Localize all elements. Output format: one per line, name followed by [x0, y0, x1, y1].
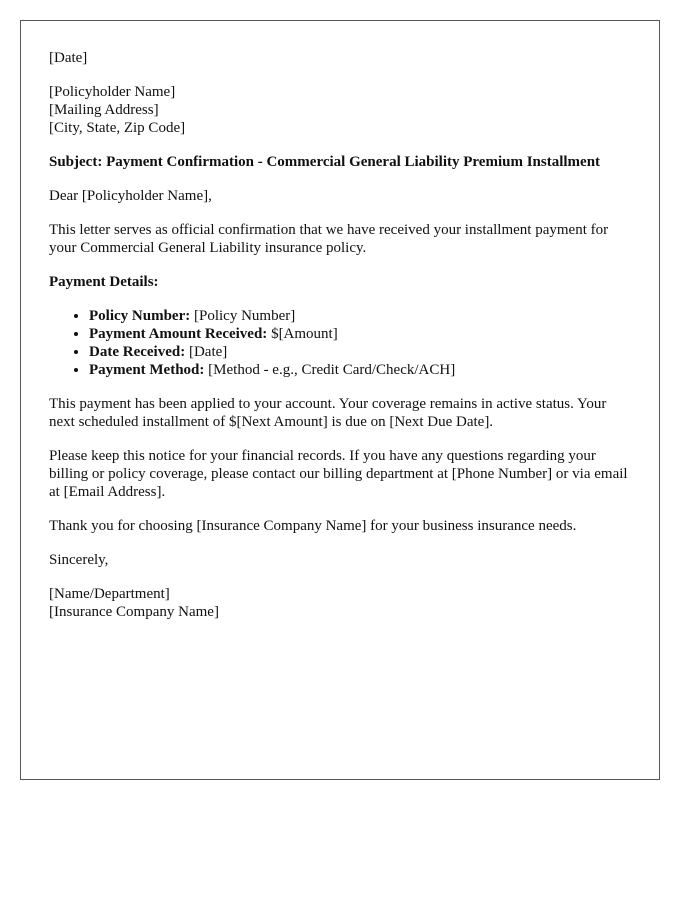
detail-label: Date Received: [89, 344, 186, 360]
thanks-paragraph: Thank you for choosing [Insurance Company Name] for your business insurance needs. [49, 518, 577, 534]
closing: Sincerely, [49, 552, 109, 568]
signature-company: [Insurance Company Name] [49, 604, 219, 620]
recipient-name: [Policyholder Name] [49, 84, 176, 100]
recipient-block [49, 83, 631, 137]
detail-value: [Policy Number] [190, 308, 296, 324]
recipient-city-state-zip: [City, State, Zip Code] [49, 120, 186, 136]
recipient-address: [Mailing Address] [49, 102, 159, 118]
detail-label: Payment Amount Received: [89, 326, 268, 342]
detail-value: $[Amount] [267, 326, 338, 342]
signature-block [49, 585, 631, 621]
records-paragraph: Please keep this notice for your financial records. If you have any questions regarding your billing or policy coverage, please contact our billing department at [Phone Number] or via email at [Email Address]. [49, 448, 628, 500]
letter-date: [Date] [49, 50, 88, 66]
detail-payment-method [89, 361, 631, 379]
letter-page [20, 20, 660, 780]
detail-policy-number [89, 307, 631, 325]
intro-paragraph: This letter serves as official confirmation that we have received your installment payment for your Commercial General Liability insurance policy. [49, 222, 609, 256]
status-paragraph: This payment has been applied to your account. Your coverage remains in active status. Your next scheduled installment of $[Next Amount] is due on [Next Due Date]. [49, 396, 607, 430]
detail-label: Payment Method: [89, 362, 205, 378]
detail-value: [Date] [185, 344, 228, 360]
detail-date-received [89, 343, 631, 361]
detail-label: Policy Number: [89, 308, 191, 324]
salutation: Dear [Policyholder Name], [49, 188, 212, 204]
subject-line: Subject: Payment Confirmation - Commercial General Liability Premium Installment [49, 154, 601, 170]
detail-payment-amount [89, 325, 631, 343]
payment-details-list [49, 307, 631, 379]
detail-value: [Method - e.g., Credit Card/Check/ACH] [204, 362, 456, 378]
signature-name: [Name/Department] [49, 586, 170, 602]
payment-details-heading: Payment Details: [49, 274, 159, 290]
